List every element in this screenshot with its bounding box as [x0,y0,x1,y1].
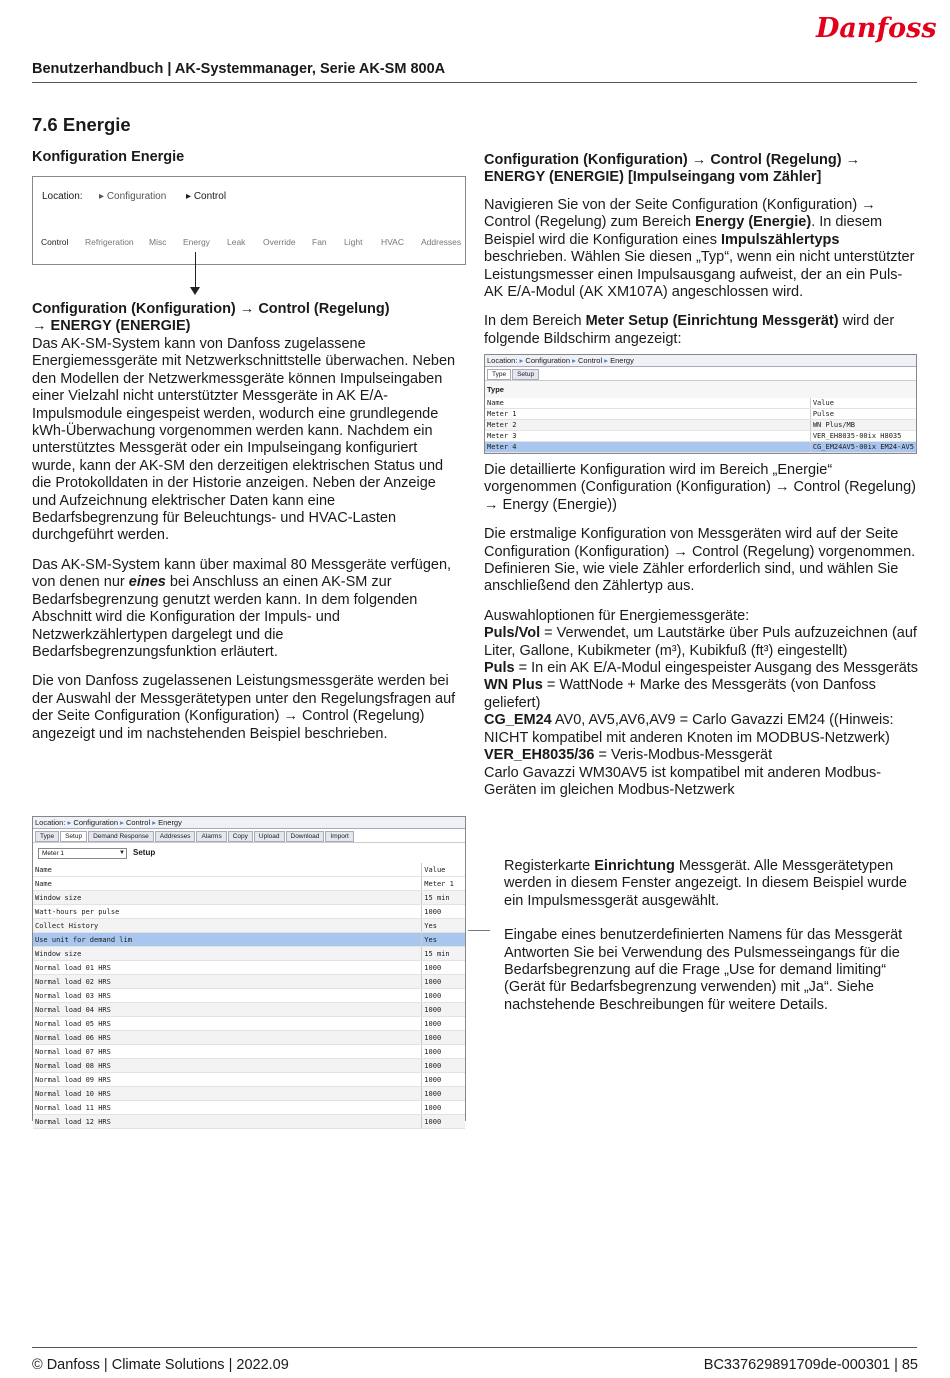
meter-setup-table [33,863,465,1129]
setup-value-cell[interactable]: 15 min [422,947,465,961]
table-row[interactable] [33,877,465,891]
setup-value-cell[interactable]: 1000 [422,1017,465,1031]
para2-a: Das AK-SM-System kann über maximal 80 Messgeräte verfügen, von denen nur [32,556,452,591]
breadcrumb-energy[interactable]: Energy [610,356,634,365]
right-heading-line1: Configuration (Konfiguration) → Control (Regelung) → [484,152,861,168]
setup-tabs [33,829,465,842]
setup-value-cell[interactable]: Yes [422,919,465,933]
setup-value-cell[interactable]: Yes [422,933,465,947]
setup-name-cell: Collect History [33,919,422,933]
type-location-bar [485,355,916,367]
callout-1 [504,858,920,910]
breadcrumb-control[interactable]: ▸ Control [186,191,227,202]
setup-name-cell: Normal load 09 HRS [33,1073,422,1087]
setup-name-cell: Normal load 03 HRS [33,989,422,1003]
setup-name-cell: Normal load 01 HRS [33,961,422,975]
callout-2: Eingabe eines benutzerdefinierten Namens für das Messgerät Antworten Sie bei Verwendung des Pulsmesseingangs für die Bedarfsbegrenzung auf die Frage „Use for demand limiting“ (Gerät für Bedarfsbegrenzung verwenden) mit „Ja“. Siehe nachstehende Beschreibungen für weitere Details. [504,927,903,1013]
breadcrumb-configuration[interactable]: Configuration [525,356,571,365]
setup-value-cell[interactable]: Meter 1 [422,877,465,891]
left-para3: Die von Danfoss zugelassenen Leistungsmessgeräte werden bei der Auswahl der Messgerätetypen unter den Regelungsfragen auf der Seite Configuration (Konfiguration) → Control (Regelung) angezeigt und im nachstehenden Beispiel beschrieben. [32,673,456,742]
option-item [484,677,920,712]
setup-value-cell[interactable]: 1000 [422,1003,465,1017]
type-section-title: Type [485,380,916,398]
setup-name-cell: Normal load 12 HRS [33,1115,422,1129]
breadcrumb-configuration[interactable]: ▸ Configuration [99,191,167,202]
table-row[interactable] [33,1017,465,1031]
right-para2 [484,313,920,348]
setup-col-name-header: Name [33,863,422,877]
table-row[interactable] [33,975,465,989]
menu-item-hvac[interactable]: HVAC [381,237,404,247]
chevron-down-icon: ▼ [119,850,125,856]
tab-download[interactable]: Download [286,831,325,842]
tab-addresses[interactable]: Addresses [155,831,196,842]
setup-value-cell[interactable]: 1000 [422,1087,465,1101]
setup-location-label: Location: [35,818,66,827]
table-row[interactable] [33,1059,465,1073]
option-key: VER_EH8035/36 [484,747,595,764]
meter-name-cell: Meter 4 [485,442,810,453]
left-heading-line1: Configuration (Konfiguration) → Control (Regelung) [32,301,390,317]
setup-name-cell: Watt-hours per pulse [33,905,422,919]
col-value-header: Value [810,398,916,409]
chevron-right-icon: ▸ [519,356,526,365]
setup-value-cell[interactable]: 1000 [422,975,465,989]
table-row[interactable] [33,891,465,905]
right-para4: Die erstmalige Konfiguration von Messgeräten wird auf der Seite Configuration (Konfiguration) → Control (Regelung) vorgenommen. Definieren Sie, wie viele Zähler erforderlich sind, und wählen Sie anschließend den Zählertyp aus. [484,526,916,595]
p1-b1: Energy (Energie) [695,214,812,231]
breadcrumb-configuration[interactable]: Configuration [73,818,119,827]
chevron-right-icon: ▸ [150,818,159,827]
setup-col-value-header: Value [422,863,465,877]
setup-name-cell: Normal load 10 HRS [33,1087,422,1101]
table-row[interactable] [33,1101,465,1115]
control-menu [33,237,465,249]
logo-text: Danfoss [816,13,937,44]
p1-d: beschrieben. Wählen Sie diesen „Typ“, wenn ein nicht unterstützter Leistungsmesser einen Impulsausgang aufweist, der an ein Puls-AK E/A-Modul (AK XM107A) angeschlossen wird. [484,249,915,301]
table-row[interactable] [33,1003,465,1017]
para2-em: eines [128,574,166,591]
table-row[interactable] [33,1045,465,1059]
menu-item-refrigeration[interactable]: Refrigeration [85,237,134,247]
tab-upload[interactable]: Upload [254,831,285,842]
section-title: 7.6 Energie [32,114,131,135]
menu-item-energy[interactable]: Energy [183,237,210,247]
c1-c: Messgerät. Alle Messgerätetypen werden in diesem Fenster angezeigt. In diesem Beispiel wurde ein Impulsmessgerät ausgewählt. [504,858,907,909]
p2-b: Meter Setup (Einrichtung Messgerät) [585,313,839,330]
option-key: CG_EM24 [484,712,552,729]
table-row[interactable] [33,905,465,919]
left-heading-line2: → ENERGY (ENERGIE) [32,318,191,335]
col-name-header: Name [485,398,810,409]
p1-b2: Impulszählertyps [720,231,840,248]
right-heading-line2: ENERGY (ENERGIE) [Impulseingang vom Zähler] [484,169,822,186]
chevron-right-icon: ▸ [67,818,74,827]
right-body-top [484,197,920,360]
setup-name-cell: Window size [33,891,422,905]
p2-a: In dem Bereich [484,313,586,330]
location-label: Location: [42,191,83,202]
setup-name-cell: Use unit for demand lim [33,933,422,947]
menu-row [33,234,465,235]
right-body-bottom [484,462,920,799]
setup-name-cell: Normal load 07 HRS [33,1045,422,1059]
option-text: = Veris-Modbus-Messgerät [594,747,773,764]
setup-value-cell[interactable]: 1000 [422,1101,465,1115]
option-item [484,712,920,747]
table-row[interactable] [33,933,465,947]
setup-value-cell[interactable]: 1000 [422,1045,465,1059]
meter-name-cell: Meter 3 [485,431,810,442]
setup-name-cell: Name [33,877,422,891]
option-text: AV0, AV5,AV6,AV9 = Carlo Gavazzi EM24 ((Hinweis: NICHT kompatibel mit anderen Knoten im MODBUS-Netzwerk) [484,712,894,746]
tab-type[interactable]: Type [35,831,59,842]
table-row[interactable] [33,947,465,961]
meter-type-screenshot [484,354,917,454]
chevron-right-icon: ▸ [602,356,611,365]
option-key: Puls [484,660,515,677]
meter-value-cell[interactable]: CG_EM24AV5-00ix EM24-AV5 [810,442,916,453]
setup-name-cell: Window size [33,947,422,961]
meter-name-cell: Meter 2 [485,420,810,431]
setup-value-cell[interactable]: 1000 [422,1115,465,1129]
table-row[interactable] [33,961,465,975]
table-row[interactable] [33,989,465,1003]
meter-select[interactable] [38,848,127,859]
setup-name-cell: Normal load 06 HRS [33,1031,422,1045]
breadcrumb-control[interactable]: Control [125,818,151,827]
nav-screenshot [32,176,466,265]
footer-rule [32,1347,917,1348]
table-row[interactable] [33,919,465,933]
danfoss-logo [812,6,937,48]
setup-name-cell: Normal load 08 HRS [33,1059,422,1073]
setup-value-cell[interactable]: 1000 [422,1059,465,1073]
para2-b: bei Anschluss an einen AK-SM zur Bedarfsbegrenzung genutzt werden kann. In dem folgenden Abschnitt wird die Konfiguration der Impuls- und Netzwerkzählertypen dargelegt und die Bedarfsbegrenzungsfunktion erläutert. [32,574,418,660]
setup-value-cell[interactable]: 1000 [422,961,465,975]
pointer-line [195,252,196,290]
setup-name-cell: Normal load 11 HRS [33,1101,422,1115]
p1-c: . In diesem Beispiel wird die Konfiguration eines [484,214,883,248]
table-row[interactable] [485,420,916,431]
menu-item-override[interactable]: Override [263,237,296,247]
option-item [484,660,920,677]
right-para1 [484,197,920,301]
options-list [484,625,920,764]
setup-name-cell: Normal load 05 HRS [33,1017,422,1031]
setup-name-cell: Normal load 02 HRS [33,975,422,989]
table-row[interactable] [33,1087,465,1101]
type-tabs [485,367,916,380]
right-heading [484,152,924,187]
chevron-right-icon: ▸ [570,356,578,365]
tab-setup[interactable]: Setup [512,369,539,380]
menu-item-misc[interactable]: Misc [149,237,167,247]
header-rule [32,82,917,83]
tab-alarms[interactable]: Alarms [196,831,226,842]
meter-value-cell[interactable]: VER_EH8035-00ix H8035 [810,431,916,442]
setup-value-cell[interactable]: 1000 [422,989,465,1003]
table-row[interactable] [485,431,916,442]
c1-b: Einrichtung [594,858,675,874]
option-text: = Verwendet, um Lautstärke über Puls aufzuzeichnen (auf Liter, Gallone, Kubikmeter (m³), Kubikfuß (ft³) eingestellt) [484,625,917,659]
p1-a: Navigieren Sie von der Seite Configuration (Konfiguration) → Control (Regelung) zum Bereich [484,197,876,231]
tab-copy[interactable]: Copy [228,831,253,842]
setup-location-bar [33,817,465,829]
setup-value-cell[interactable]: 1000 [422,1031,465,1045]
left-para2 [32,557,462,661]
menu-item-leak[interactable]: Leak [227,237,246,247]
setup-section-title: Setup [133,848,156,857]
options-title: Auswahloptionen für Energiemessgeräte: [484,607,750,624]
menu-item-light[interactable]: Light [344,237,363,247]
type-location-label: Location: [487,356,518,365]
tab-setup[interactable]: Setup [60,831,87,842]
tab-demand-response[interactable]: Demand Response [88,831,154,842]
option-key: WN Plus [484,677,543,694]
breadcrumb-energy[interactable]: Energy [158,818,182,827]
footer-left: © Danfoss | Climate Solutions | 2022.09 [32,1357,289,1373]
setup-breadcrumbs [68,818,182,827]
option-item [484,747,920,764]
meter-type-table [485,398,916,453]
breadcrumb-control[interactable]: Control [577,356,603,365]
option-key: Puls/Vol [484,625,541,642]
setup-value-cell[interactable]: 1000 [422,905,465,919]
table-row[interactable] [485,442,916,453]
tab-import[interactable]: Import [325,831,353,842]
option-item [484,625,920,660]
menu-item-fan[interactable]: Fan [312,237,327,247]
left-heading [32,301,462,336]
table-row[interactable] [33,1115,465,1129]
right-para3: Die detaillierte Konfiguration wird im Bereich „Energie“ vorgenommen (Configuration (Konfiguration) → Control (Regelung) → Energy (Energie)) [484,462,916,513]
tab-type[interactable]: Type [487,369,511,380]
table-row[interactable] [33,1031,465,1045]
pointer-arrow-icon [190,287,200,295]
meter-select-value: Meter 1 [42,850,65,857]
callouts [504,858,920,1026]
table-row[interactable] [485,409,916,420]
document-header: Benutzerhandbuch | AK-Systemmanager, Serie AK-SM 800A [32,61,446,77]
menu-item-control[interactable]: Control [41,237,69,247]
meter-name-cell: Meter 1 [485,409,810,420]
left-body [32,336,462,755]
setup-value-cell[interactable]: 15 min [422,891,465,905]
setup-value-cell[interactable]: 1000 [422,1073,465,1087]
p2-c: wird der folgende Bildschirm angezeigt: [484,313,895,347]
callout-line [468,930,490,931]
meter-value-cell[interactable]: WN Plus/MB [810,420,916,431]
options-tail: Carlo Gavazzi WM30AV5 ist kompatibel mit anderen Modbus-Geräten im gleichen Modbus-Netzwerk [484,764,882,798]
setup-name-cell: Normal load 04 HRS [33,1003,422,1017]
menu-item-addresses[interactable]: Addresses [421,237,462,247]
option-text: = WattNode + Marke des Messgeräts (von Danfoss geliefert) [484,677,876,711]
footer-right: BC337629891709de-000301 | 85 [703,1357,918,1373]
type-breadcrumbs [520,356,634,365]
setup-toolbar [33,842,465,863]
option-text: = In ein AK E/A-Modul eingespeister Ausgang des Messgeräts [514,660,919,677]
meter-value-cell[interactable]: Pulse [810,409,916,420]
chevron-right-icon: ▸ [118,818,126,827]
left-para1: Das AK-SM-System kann von Danfoss zugelassene Energiemessgeräte mit Netzwerkschnittstelle überwachen. Neben den Modellen der Netzwerkmessgeräte können Impulseingaben einer Vielzahl nicht unterstützter Messgeräte in AK E/A-Impulsmodule eingespeist werden, wodurch eine grundlegende kWh-Überwachung vorgenommen werden kann. Nachdem ein unterstütztes Messgerät oder ein Impulseingang konfiguriert wurde, kann der AK-SM den derzeitigen elektrischen Status und die Protokolldaten in der Historie anzeigen. Neben der Anzeige und Aufzeichnung elektrischer Daten kann eine Bedarfsbegrenzung für Beleuchtungs- und HVAC-Lasten durchgeführt werden. [32,336,456,544]
c1-a: Registerkarte [504,858,595,874]
meter-setup-screenshot [32,816,466,1126]
table-row[interactable] [33,1073,465,1087]
left-subtitle: Konfiguration Energie [32,149,185,165]
